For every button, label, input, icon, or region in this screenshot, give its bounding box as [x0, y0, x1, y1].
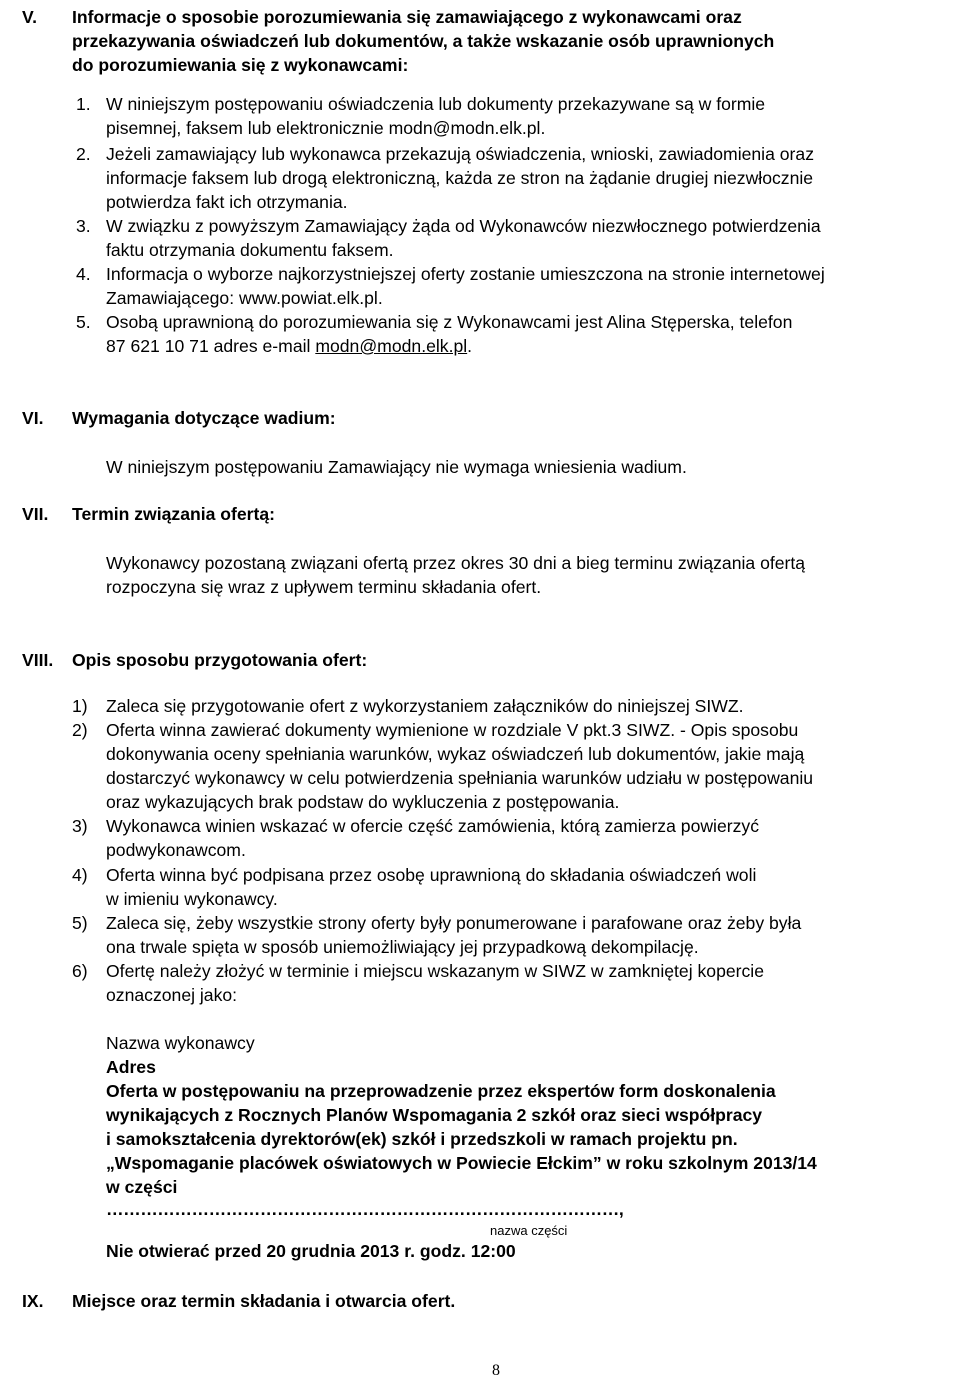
- section-viii-heading: Opis sposobu przygotowania ofert:: [72, 650, 368, 670]
- item-line: potwierdza fakt ich otrzymania.: [106, 192, 348, 212]
- section-vii-number: VII.: [22, 504, 49, 524]
- item-line: Oferta winna być podpisana przez osobę uprawnioną do składania oświadczeń woli: [106, 865, 757, 885]
- item-number: 5): [72, 913, 88, 933]
- item-number: 2.: [76, 144, 91, 164]
- item-line: Oferta winna zawierać dokumenty wymienione w rozdziale V pkt.3 SIWZ. - Opis sposobu: [106, 720, 799, 740]
- envelope-address: Adres: [106, 1057, 156, 1077]
- envelope-part-label: nazwa części: [490, 1223, 568, 1238]
- envelope-offer-line: wynikających z Rocznych Planów Wspomagania 2 szkół oraz sieci współpracy: [106, 1105, 763, 1125]
- section-vi-text: W niniejszym postępowaniu Zamawiający nie wymaga wniesienia wadium.: [106, 457, 687, 477]
- item-number: 5.: [76, 312, 91, 332]
- page-number: 8: [492, 1362, 500, 1379]
- item-line: W związku z powyższym Zamawiający żąda od Wykonawców niezwłocznego potwierdzenia: [106, 216, 821, 236]
- envelope-do-not-open: Nie otwierać przed 20 grudnia 2013 r. godz. 12:00: [106, 1241, 516, 1261]
- item-line: w imieniu wykonawcy.: [106, 889, 278, 909]
- item-number: 3.: [76, 216, 91, 236]
- item-line: Jeżeli zamawiający lub wykonawca przekazują oświadczenia, wnioski, zawiadomienia oraz: [106, 144, 814, 164]
- item-line: oznaczonej jako:: [106, 985, 238, 1005]
- section-ix-number: IX.: [22, 1291, 44, 1311]
- item-line: Wykonawca winien wskazać w ofercie część zamówienia, którą zamierza powierzyć: [106, 816, 759, 836]
- item-line: Zaleca się, żeby wszystkie strony oferty były ponumerowane i parafowane oraz żeby była: [106, 913, 802, 933]
- item-number: 1): [72, 696, 88, 716]
- contact-prefix: 87 621 10 71 adres e-mail: [106, 336, 316, 356]
- item-line-contact: [106, 335, 472, 357]
- section-vii-line: Wykonawcy pozostaną związani ofertą przez okres 30 dni a bieg terminu związania ofertą: [106, 553, 806, 573]
- contact-suffix: .: [467, 336, 473, 356]
- envelope-part-dots: ………………………………………………………………………………,: [106, 1199, 624, 1219]
- item-line: Informacja o wyborze najkorzystniejszej oferty zostanie umieszczona na stronie internetowej: [106, 264, 825, 284]
- item-line: Zaleca się przygotowanie ofert z wykorzystaniem załączników do niniejszej SIWZ.: [106, 696, 744, 716]
- section-ix-heading: Miejsce oraz termin składania i otwarcia ofert.: [72, 1291, 456, 1311]
- section-v-heading-line-2: przekazywania oświadczeń lub dokumentów, a także wskazanie osób uprawnionych: [72, 31, 775, 51]
- section-v-number: V.: [22, 7, 38, 27]
- section-v-heading-line-3: do porozumiewania się z wykonawcami:: [72, 55, 409, 75]
- envelope-offer-line: Oferta w postępowaniu na przeprowadzenie przez ekspertów form doskonalenia: [106, 1081, 776, 1101]
- section-vii-heading: Termin związania ofertą:: [72, 504, 276, 524]
- section-vii-line: rozpoczyna się wraz z upływem terminu składania ofert.: [106, 577, 542, 597]
- envelope-contractor-name: Nazwa wykonawcy: [106, 1033, 255, 1053]
- item-line: Osobą uprawnioną do porozumiewania się z Wykonawcami jest Alina Stęperska, telefon: [106, 312, 793, 332]
- item-line: dostarczyć wykonawcy w celu potwierdzenia spełniania warunków udziału w postępowaniu: [106, 768, 814, 788]
- item-number: 2): [72, 720, 88, 740]
- item-line: oraz wykazujących brak podstaw do wykluczenia z postępowania.: [106, 792, 620, 812]
- item-line: pisemnej, faksem lub elektronicznie modn@modn.elk.pl.: [106, 118, 546, 138]
- item-line: Ofertę należy złożyć w terminie i miejscu wskazanym w SIWZ w zamkniętej kopercie: [106, 961, 764, 981]
- item-number: 4.: [76, 264, 91, 284]
- envelope-offer-line: i samokształcenia dyrektorów(ek) szkół i przedszkoli w ramach projektu pn.: [106, 1129, 738, 1149]
- envelope-offer-line: w części: [106, 1177, 178, 1197]
- section-vi-heading: Wymagania dotyczące wadium:: [72, 408, 336, 428]
- contact-email-link[interactable]: modn@modn.elk.pl: [315, 336, 468, 356]
- item-line: W niniejszym postępowaniu oświadczenia lub dokumenty przekazywane są w formie: [106, 94, 766, 114]
- item-line: Zamawiającego: www.powiat.elk.pl.: [106, 288, 383, 308]
- item-number: 6): [72, 961, 88, 981]
- item-line: ona trwale spięta w sposób uniemożliwiający jej przypadkową dekompilację.: [106, 937, 699, 957]
- section-v-heading-line-1: Informacje o sposobie porozumiewania się zamawiającego z wykonawcami oraz: [72, 7, 742, 27]
- section-viii-number: VIII.: [22, 650, 54, 670]
- item-line: faktu otrzymania dokumentu faksem.: [106, 240, 394, 260]
- item-line: podwykonawcom.: [106, 840, 246, 860]
- item-number: 4): [72, 865, 88, 885]
- envelope-offer-line: „Wspomaganie placówek oświatowych w Powiecie Ełckim” w roku szkolnym 2013/14: [106, 1153, 817, 1173]
- section-vi-number: VI.: [22, 408, 44, 428]
- item-line: informacje faksem lub drogą elektroniczną, każda ze stron na żądanie drugiej niezwłocznie: [106, 168, 814, 188]
- item-line: dokonywania oceny spełniania warunków, wykaz oświadczeń lub dokumentów, jakie mają: [106, 744, 805, 764]
- item-number: 1.: [76, 94, 91, 114]
- item-number: 3): [72, 816, 88, 836]
